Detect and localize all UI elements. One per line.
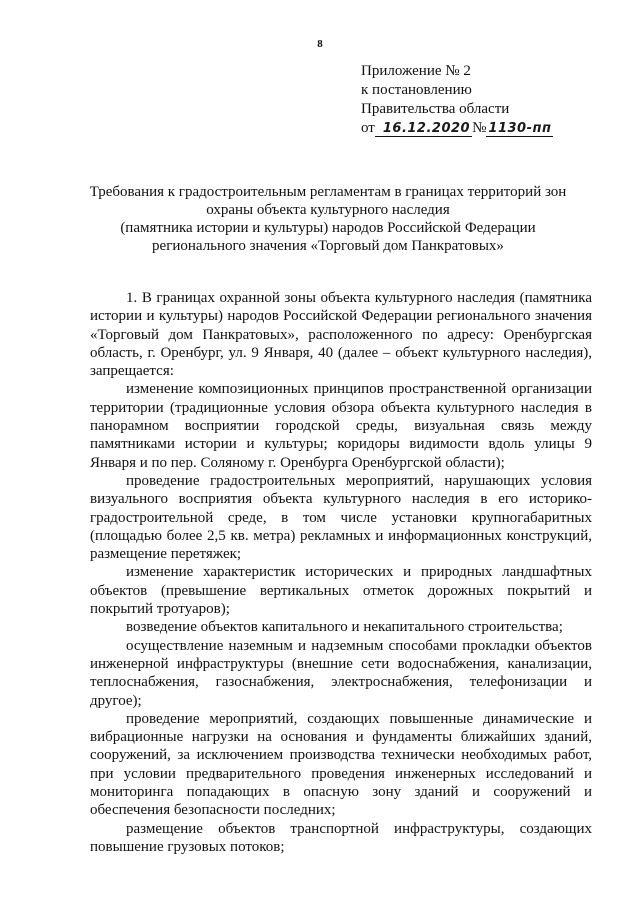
title-line: Требования к градостроительным регламентам в границах территорий зон (89, 184, 567, 200)
document-title (60, 183, 596, 255)
handwritten-date (375, 121, 472, 137)
title-line: (памятника истории и культуры) народов Российской Федерации (120, 220, 536, 236)
date-prefix: от (361, 120, 375, 136)
paragraph: размещение объектов транспортной инфраструктуры, создающих повышение грузовых потоков; (90, 820, 592, 855)
paragraph: проведение градостроительных мероприятий, нарушающих условия визуального восприятия объекта культурного наследия в его историко-градостроительной среде, в том числе установки крупногабаритных (площадью более 2,5 кв. метра) рекламных и информационных конструкций, размещение перетяжек; (90, 472, 592, 563)
appendix-label: Приложение № 2 (361, 63, 471, 79)
page-number: 8 (317, 38, 323, 50)
paragraph: изменение композиционных принципов пространственной организации территории (традиционные условия обзора объекта культурного наследия в панорамном восприятии городской среды, визуальная связь между памятниками истории и культуры; коридоры видимости вдоль улицы 9 Января и по пер. Соляному г. Оренбурга Оренбургской области); (90, 381, 592, 471)
number-sign: № (472, 120, 487, 136)
date-value: 16.12.2020 (382, 121, 471, 136)
resolution-label: к постановлению (361, 82, 472, 98)
title-line: охраны объекта культурного наследия (206, 202, 450, 218)
number-value: 1130-пп (488, 121, 552, 136)
paragraph: проведение мероприятий, создающих повышенные динамические и вибрационные нагрузки на основания и фундаменты ближайших зданий, сооружений, за исключением производства технически необходимых работ, при условии предварительного проведения инженерных исследований и мониторинга попадающих в опасную зону зданий и сооружений и обеспечения безопасности последних; (90, 710, 592, 819)
paragraph: возведение объектов капитального и некапитального строительства; (126, 619, 563, 636)
date-number-line (361, 119, 553, 138)
paragraph: изменение характеристик исторических и природных ландшафтных объектов (превышение вертикальных отметок дорожных покрытий и покрытий тротуаров); (90, 564, 592, 618)
paragraph: 1. В границах охранной зоны объекта культурного наследия (памятника истории и культуры) народов Российской Федерации регионального значения «Торговый дом Панкратовых», расположенного по адресу: Оренбургская область, г. Оренбург, ул. 9 Января, 40 (далее – объект культурного наследия), запрещается: (90, 290, 592, 380)
document-body (90, 289, 592, 856)
government-label: Правительства области (361, 101, 510, 117)
paragraph: осуществление наземным и надземным способами прокладки объектов инженерной инфраструктуры (внешние сети водоснабжения, канализации, теплоснабжения, газоснабжения, электроснабжения, телефонизации и другое); (90, 637, 592, 709)
approval-block (361, 62, 553, 138)
title-line: регионального значения «Торговый дом Панкратовых» (152, 238, 504, 254)
handwritten-number (486, 121, 553, 137)
